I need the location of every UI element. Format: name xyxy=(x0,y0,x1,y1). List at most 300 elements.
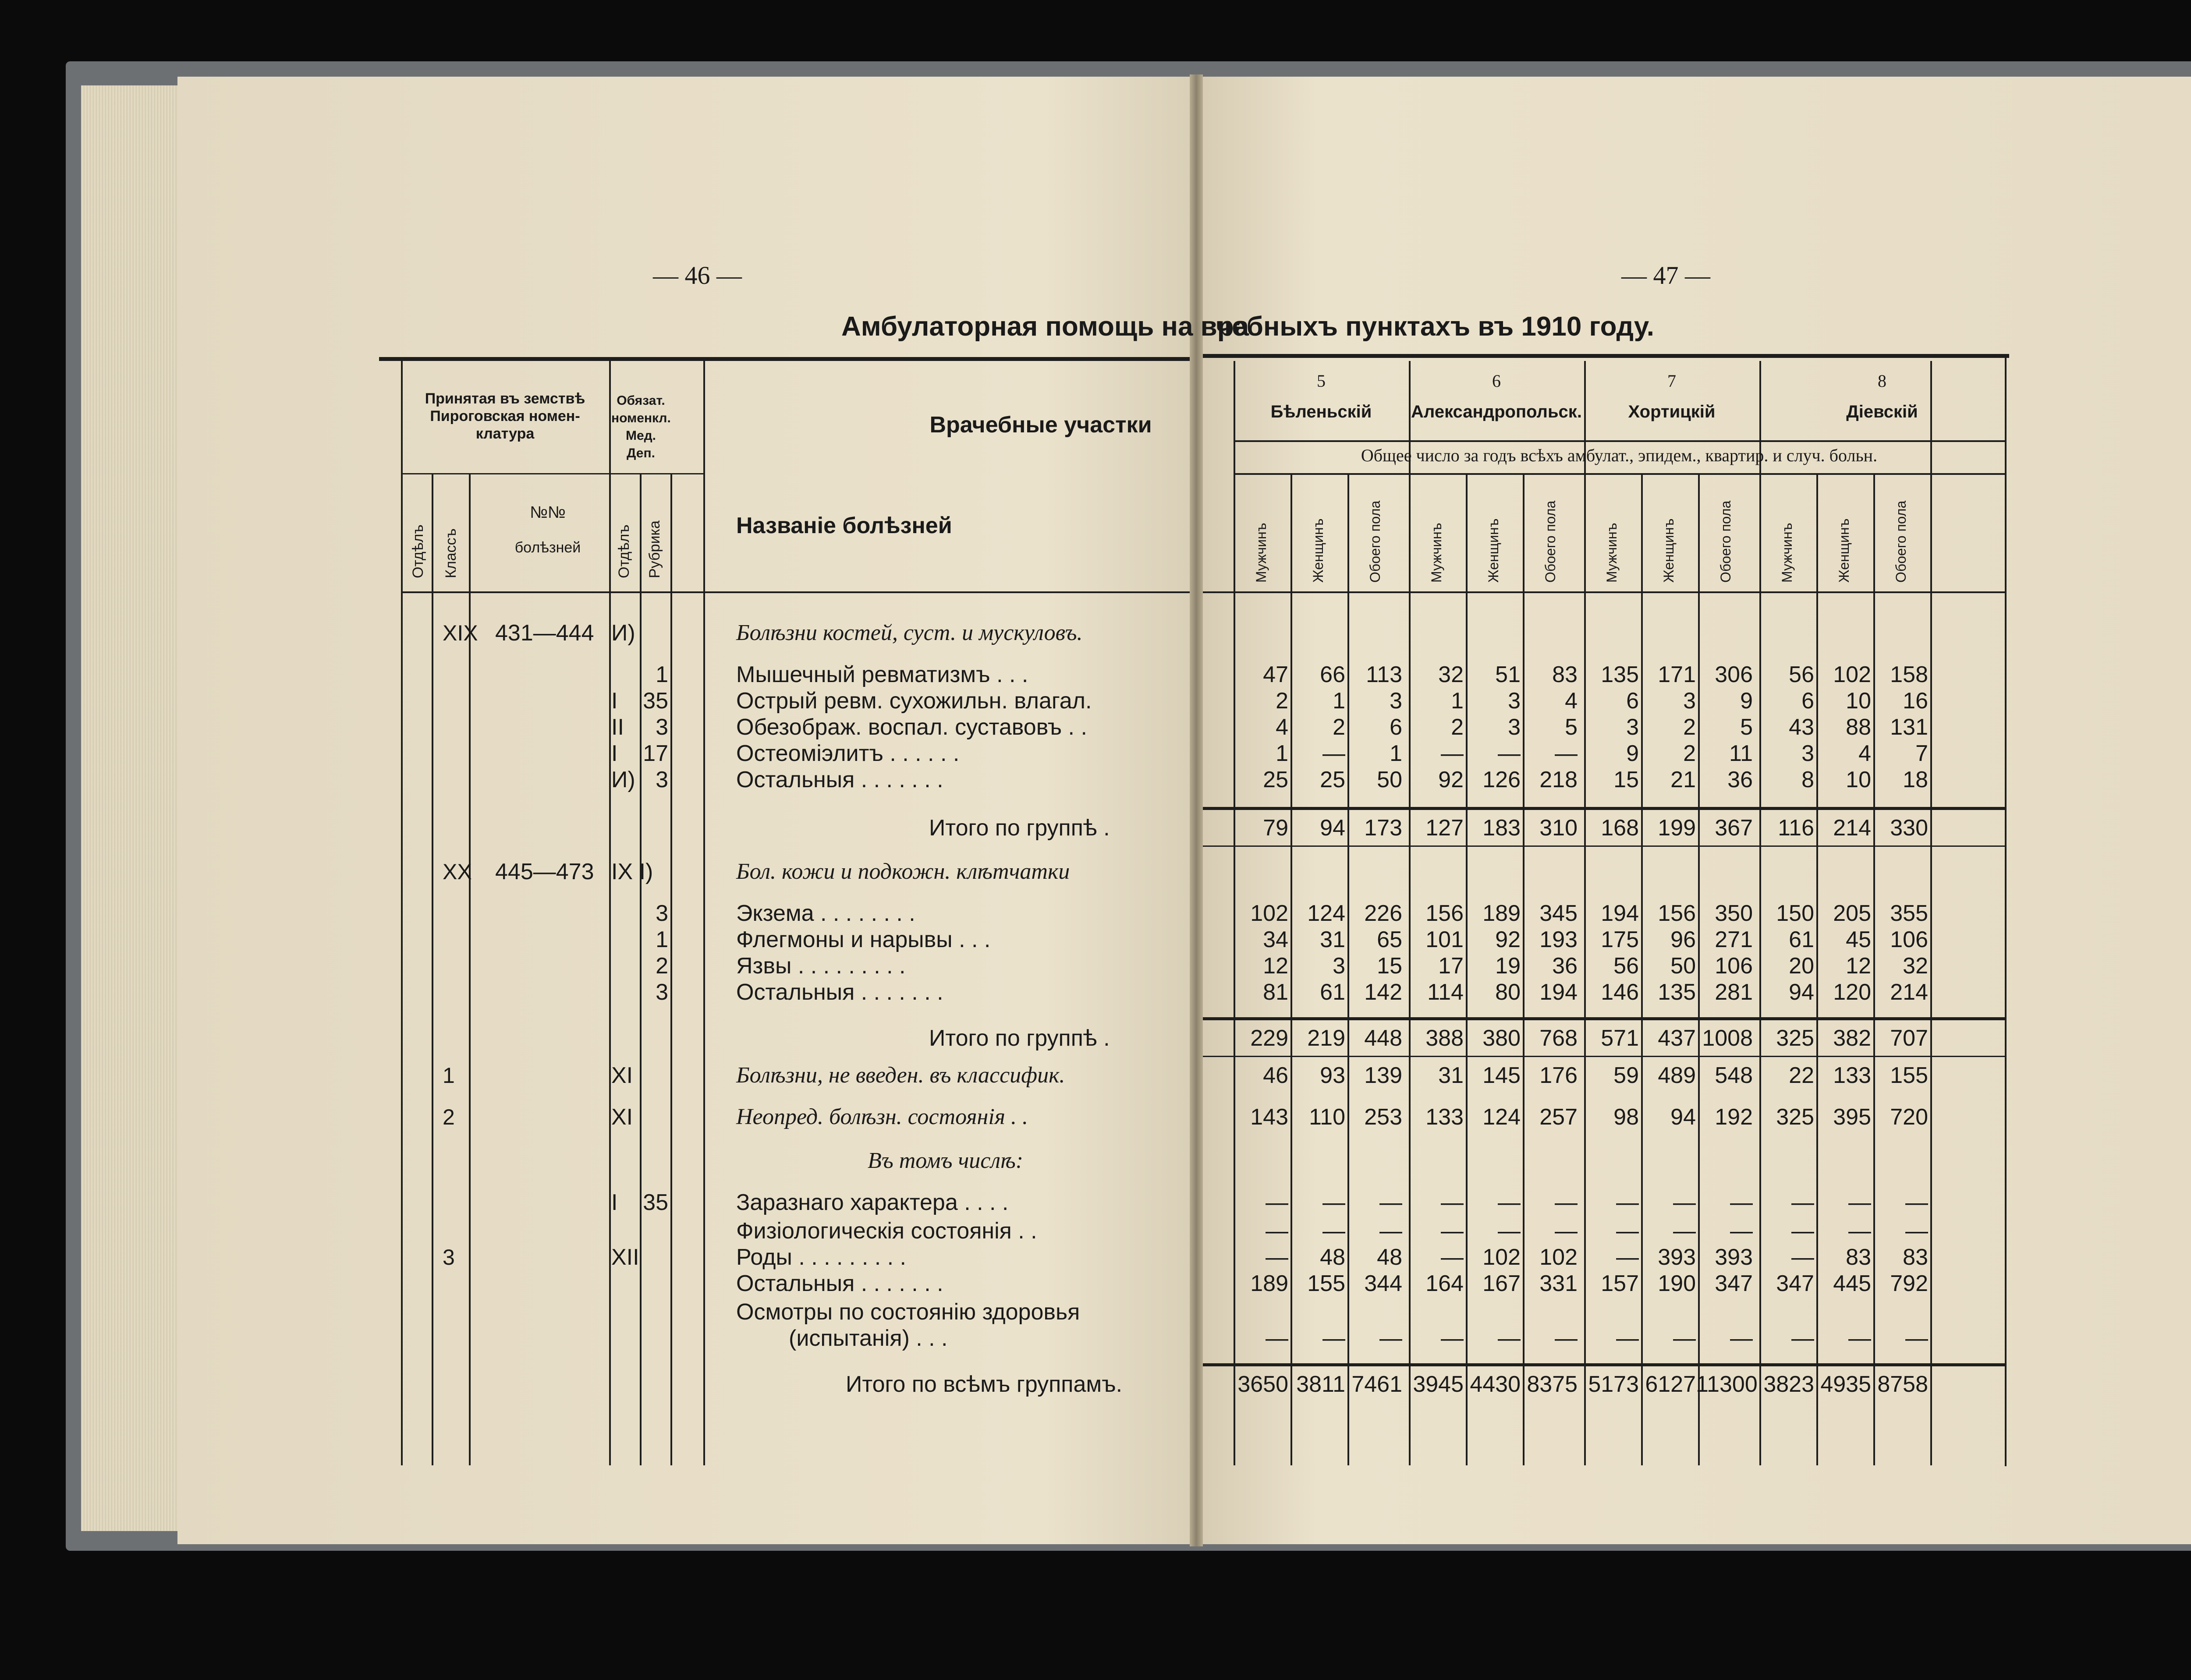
row-value: 135 xyxy=(1601,662,1639,687)
row-value: 345 xyxy=(1539,901,1578,926)
row-value: 4935 xyxy=(1820,1372,1871,1397)
row-value: 4430 xyxy=(1470,1372,1521,1397)
left-col-line xyxy=(670,473,672,1465)
row-value: 214 xyxy=(1833,815,1871,841)
right-header-split1 xyxy=(1234,440,2005,442)
row-value: 171 xyxy=(1658,662,1696,687)
header-sub: Обоего пола xyxy=(1893,500,1909,583)
right-col-line xyxy=(1930,361,1932,1465)
row-value: 2 xyxy=(1276,688,1288,714)
row-otdel: И) xyxy=(611,767,635,792)
row-value: 173 xyxy=(1364,815,1402,841)
total-rule xyxy=(1203,1363,2005,1366)
row-value: — xyxy=(1322,741,1345,766)
row-value: 6 xyxy=(1801,688,1814,714)
row-value: 94 xyxy=(1789,980,1814,1005)
row-value: 330 xyxy=(1890,815,1928,841)
row-value: 7 xyxy=(1915,741,1928,766)
row-value: — xyxy=(1555,1190,1578,1215)
row-value: 1008 xyxy=(1702,1026,1753,1051)
row-otdel: I xyxy=(611,1190,618,1215)
row-value: 194 xyxy=(1601,901,1639,926)
row-value: 9 xyxy=(1626,741,1639,766)
row-value: 31 xyxy=(1438,1063,1464,1088)
row-value: — xyxy=(1848,1218,1871,1244)
row-value: 548 xyxy=(1715,1063,1753,1088)
row-value: 98 xyxy=(1613,1104,1639,1130)
row-value: 116 xyxy=(1778,815,1814,841)
row-rubrika: 17 xyxy=(643,741,668,766)
row-value: 12 xyxy=(1263,953,1288,979)
row-value: 190 xyxy=(1658,1271,1696,1296)
total-rule-bottom xyxy=(1203,1056,2005,1057)
row-value: — xyxy=(1848,1190,1871,1215)
row-value: 83 xyxy=(1552,662,1578,687)
row-value: — xyxy=(1905,1326,1928,1351)
row-value: 8 xyxy=(1801,767,1814,792)
row-otdel: И) xyxy=(611,620,635,646)
row-value: — xyxy=(1905,1218,1928,1244)
row-value: 47 xyxy=(1263,662,1288,687)
header-rubrika: Рубрика xyxy=(646,520,663,578)
row-klass: XX xyxy=(443,859,472,884)
district-number: 6 xyxy=(1492,371,1501,391)
row-name: Бол. кожи и подкожн. клѣтчатки xyxy=(736,859,1070,884)
row-value: 707 xyxy=(1890,1026,1928,1051)
row-value: 4 xyxy=(1858,741,1871,766)
row-value: 56 xyxy=(1613,953,1639,979)
row-value: 792 xyxy=(1890,1271,1928,1296)
row-value: 94 xyxy=(1670,1104,1696,1130)
row-value: 156 xyxy=(1658,901,1696,926)
right-header-bottom xyxy=(1203,591,2005,593)
row-value: 2 xyxy=(1451,714,1464,740)
row-value: 59 xyxy=(1613,1063,1639,1088)
row-value: — xyxy=(1673,1190,1696,1215)
row-name: Роды . . . . . . . . . xyxy=(736,1245,906,1270)
row-value: 48 xyxy=(1320,1245,1345,1270)
header-sub: Мужчинъ xyxy=(1604,523,1620,583)
total-rule xyxy=(1203,1017,2005,1020)
row-value: 8375 xyxy=(1527,1372,1578,1397)
row-value: 16 xyxy=(1903,688,1928,714)
district-number: 5 xyxy=(1317,371,1326,391)
row-value: 3811 xyxy=(1296,1372,1345,1397)
row-value: 1 xyxy=(1276,741,1288,766)
row-value: — xyxy=(1848,1326,1871,1351)
row-value: 156 xyxy=(1425,901,1464,926)
row-name: Остальныя . . . . . . . xyxy=(736,1271,943,1296)
row-value: 189 xyxy=(1250,1271,1288,1296)
row-value: 183 xyxy=(1482,815,1521,841)
header-sub: Мужчинъ xyxy=(1779,523,1795,583)
row-value: — xyxy=(1441,741,1464,766)
row-value: 437 xyxy=(1658,1026,1696,1051)
header-bolezney: болѣзней xyxy=(514,539,581,556)
row-value: 155 xyxy=(1307,1271,1345,1296)
row-value: 139 xyxy=(1364,1063,1402,1088)
row-value: — xyxy=(1498,1190,1521,1215)
row-value: — xyxy=(1616,1326,1639,1351)
row-value: — xyxy=(1673,1218,1696,1244)
row-value: — xyxy=(1498,741,1521,766)
row-value: — xyxy=(1498,1218,1521,1244)
row-value: 92 xyxy=(1495,927,1521,952)
row-value: — xyxy=(1266,1190,1288,1215)
row-name: Экзема . . . . . . . . xyxy=(736,901,915,926)
row-value: 380 xyxy=(1482,1026,1521,1051)
row-value: 5173 xyxy=(1588,1372,1639,1397)
row-value: — xyxy=(1266,1218,1288,1244)
left-col-line xyxy=(703,361,705,1465)
row-value: 10 xyxy=(1846,767,1871,792)
district-name: Александропольск. xyxy=(1411,402,1582,421)
row-value: 135 xyxy=(1658,980,1696,1005)
row-value: 5 xyxy=(1565,714,1578,740)
row-value: — xyxy=(1266,1326,1288,1351)
row-value: 347 xyxy=(1776,1271,1814,1296)
row-value: 199 xyxy=(1658,815,1696,841)
header-sub: Обоего пола xyxy=(1542,500,1558,583)
row-value: 102 xyxy=(1539,1245,1578,1270)
row-value: 218 xyxy=(1539,767,1578,792)
row-value: 34 xyxy=(1263,927,1288,952)
row-value: 61 xyxy=(1320,980,1345,1005)
row-otdel: XI xyxy=(611,1063,633,1088)
row-value: — xyxy=(1673,1326,1696,1351)
row-value: 46 xyxy=(1263,1063,1288,1088)
row-value: 17 xyxy=(1438,953,1464,979)
row-name: (испытанія) . . . xyxy=(789,1326,948,1351)
row-name: Болѣзни, не введен. въ классифик. xyxy=(736,1063,1065,1088)
row-value: 382 xyxy=(1833,1026,1871,1051)
row-value: 102 xyxy=(1833,662,1871,687)
row-name: Неопред. болѣзн. состоянія . . xyxy=(736,1104,1028,1129)
row-value: 126 xyxy=(1482,767,1521,792)
row-value: — xyxy=(1498,1326,1521,1351)
row-value: 192 xyxy=(1715,1104,1753,1130)
row-value: 19 xyxy=(1495,953,1521,979)
row-value: 133 xyxy=(1833,1063,1871,1088)
row-name: Заразнаго характера . . . . xyxy=(736,1190,1009,1215)
row-value: 175 xyxy=(1601,927,1639,952)
row-value: — xyxy=(1322,1190,1345,1215)
header-sub: Мужчинъ xyxy=(1429,523,1444,583)
row-otdel: XII xyxy=(611,1245,639,1270)
row-value: 15 xyxy=(1613,767,1639,792)
row-value: 102 xyxy=(1482,1245,1521,1270)
row-value: 18 xyxy=(1903,767,1928,792)
row-rubrika: 1 xyxy=(656,927,668,952)
row-value: 3 xyxy=(1508,714,1521,740)
row-value: 83 xyxy=(1903,1245,1928,1270)
row-value: 325 xyxy=(1776,1026,1814,1051)
row-value: 350 xyxy=(1715,901,1753,926)
row-value: 219 xyxy=(1307,1026,1345,1051)
row-value: 131 xyxy=(1890,714,1928,740)
row-value: 445 xyxy=(1833,1271,1871,1296)
row-value: 32 xyxy=(1903,953,1928,979)
row-otdel: I xyxy=(611,688,618,714)
row-klass: 1 xyxy=(443,1063,455,1088)
row-value: — xyxy=(1791,1190,1814,1215)
row-value: 61 xyxy=(1789,927,1814,952)
row-klass: 3 xyxy=(443,1245,455,1270)
row-name: Флегмоны и нарывы . . . xyxy=(736,927,991,952)
row-value: 3650 xyxy=(1237,1372,1288,1397)
row-value: 193 xyxy=(1539,927,1578,952)
row-value: 146 xyxy=(1601,980,1639,1005)
row-name: Осмотры по состоянію здоровья xyxy=(736,1299,1080,1325)
page-edges-left xyxy=(81,85,182,1531)
row-value: — xyxy=(1616,1245,1639,1270)
header-nazvanie: Названіе болѣзней xyxy=(736,513,952,538)
row-value: 155 xyxy=(1890,1063,1928,1088)
header-sub: Мужчинъ xyxy=(1253,523,1269,583)
row-value: 3945 xyxy=(1413,1372,1464,1397)
header-sub: Обоего пола xyxy=(1718,500,1734,583)
row-value: 168 xyxy=(1601,815,1639,841)
row-value: 271 xyxy=(1715,927,1753,952)
row-value: 3 xyxy=(1801,741,1814,766)
row-rubrika: 35 xyxy=(643,688,668,714)
row-value: 36 xyxy=(1727,767,1753,792)
row-value: — xyxy=(1616,1218,1639,1244)
row-value: — xyxy=(1441,1190,1464,1215)
total-rule xyxy=(1203,807,2005,810)
row-value: 6127 xyxy=(1645,1372,1696,1397)
row-value: 120 xyxy=(1833,980,1871,1005)
row-value: 158 xyxy=(1890,662,1928,687)
row-rubrika: 35 xyxy=(643,1190,668,1215)
row-otdel: IX I) xyxy=(611,859,653,884)
row-value: 331 xyxy=(1539,1271,1578,1296)
row-klass: 2 xyxy=(443,1105,455,1129)
row-value: 189 xyxy=(1482,901,1521,926)
row-rubrika: 1 xyxy=(656,662,668,687)
row-value: 150 xyxy=(1776,901,1814,926)
row-value: 12 xyxy=(1846,953,1871,979)
district-name: Бѣленьскій xyxy=(1270,402,1372,421)
row-value: 10 xyxy=(1846,688,1871,714)
row-value: 3823 xyxy=(1763,1372,1814,1397)
row-value: 367 xyxy=(1715,815,1753,841)
row-value: — xyxy=(1441,1326,1464,1351)
row-value: — xyxy=(1441,1218,1464,1244)
row-value: 124 xyxy=(1482,1104,1521,1130)
row-rubrika: 3 xyxy=(656,714,668,740)
row-value: — xyxy=(1730,1190,1753,1215)
row-value: 88 xyxy=(1846,714,1871,740)
row-name: Острый ревм. сухожильн. влагал. xyxy=(736,688,1092,714)
row-value: 80 xyxy=(1495,980,1521,1005)
row-value: 56 xyxy=(1789,662,1814,687)
row-value: 9 xyxy=(1740,688,1753,714)
row-value: 3 xyxy=(1508,688,1521,714)
row-name: Итого по группѣ . xyxy=(929,1026,1110,1051)
row-value: 94 xyxy=(1320,815,1345,841)
row-name: Обезображ. воспал. суставовъ . . xyxy=(736,714,1087,740)
row-value: 15 xyxy=(1377,953,1402,979)
row-value: 43 xyxy=(1789,714,1814,740)
row-value: — xyxy=(1555,1218,1578,1244)
title-left: Амбулаторная помощь на вра xyxy=(841,311,1249,342)
row-otdel: XI xyxy=(611,1104,633,1130)
row-value: 31 xyxy=(1320,927,1345,952)
row-value: 347 xyxy=(1715,1271,1753,1296)
row-value: — xyxy=(1555,1326,1578,1351)
row-name: Болѣзни костей, суст. и мускуловъ. xyxy=(736,620,1083,645)
row-value: 253 xyxy=(1364,1104,1402,1130)
row-value: 157 xyxy=(1601,1271,1639,1296)
row-value: 106 xyxy=(1715,953,1753,979)
header-sub: Женщинъ xyxy=(1485,518,1501,583)
row-value: 36 xyxy=(1552,953,1578,979)
row-value: 6 xyxy=(1390,714,1402,740)
row-value: — xyxy=(1379,1218,1402,1244)
row-value: 93 xyxy=(1320,1063,1345,1088)
row-value: 5 xyxy=(1740,714,1753,740)
row-value: 142 xyxy=(1364,980,1402,1005)
row-value: 25 xyxy=(1263,767,1288,792)
row-value: 50 xyxy=(1670,953,1696,979)
right-page-number: — 47 — xyxy=(1621,261,1710,290)
right-page xyxy=(1196,77,2191,1544)
row-value: — xyxy=(1266,1245,1288,1270)
row-value: 22 xyxy=(1789,1063,1814,1088)
top-rule-left xyxy=(379,357,1190,361)
row-name: Въ томъ числѣ: xyxy=(868,1148,1024,1173)
row-value: — xyxy=(1791,1245,1814,1270)
header-obyaz: Обязат. номенкл. Мед. Деп. xyxy=(611,393,671,460)
row-value: 205 xyxy=(1833,901,1871,926)
row-value: 81 xyxy=(1263,980,1288,1005)
right-header-split2 xyxy=(1234,473,2005,475)
row-value: 194 xyxy=(1539,980,1578,1005)
row-value: 6 xyxy=(1626,688,1639,714)
row-value: 226 xyxy=(1364,901,1402,926)
row-value: 4 xyxy=(1276,714,1288,740)
row-name: Язвы . . . . . . . . . xyxy=(736,953,906,979)
row-value: 344 xyxy=(1364,1271,1402,1296)
row-value: 110 xyxy=(1309,1104,1345,1130)
row-value: 20 xyxy=(1789,953,1814,979)
row-value: 11 xyxy=(1729,741,1753,766)
row-name: Остальныя . . . . . . . xyxy=(736,980,943,1005)
row-value: — xyxy=(1905,1190,1928,1215)
row-nomer: 431—444 xyxy=(495,620,594,646)
row-value: 2 xyxy=(1683,741,1696,766)
district-number: 8 xyxy=(1878,371,1886,391)
row-klass: XIX xyxy=(443,621,478,645)
row-name: Остальныя . . . . . . . xyxy=(736,767,943,792)
row-value: 448 xyxy=(1364,1026,1402,1051)
row-value: 3 xyxy=(1390,688,1402,714)
row-value: 395 xyxy=(1833,1104,1871,1130)
row-value: 1 xyxy=(1333,688,1345,714)
row-value: 229 xyxy=(1250,1026,1288,1051)
row-value: 21 xyxy=(1670,767,1696,792)
header-uchastki: Врачебные участки xyxy=(929,412,1152,438)
row-value: 489 xyxy=(1658,1063,1696,1088)
row-name: Физіологическія состоянія . . xyxy=(736,1218,1037,1244)
row-value: 124 xyxy=(1307,901,1345,926)
row-value: 51 xyxy=(1495,662,1521,687)
right-outer-line xyxy=(2005,358,2007,1466)
row-value: 257 xyxy=(1539,1104,1578,1130)
row-value: 114 xyxy=(1427,980,1464,1005)
district-name: Хортицкій xyxy=(1628,402,1716,421)
header-sub: Женщинъ xyxy=(1661,518,1677,583)
row-name: Итого по всѣмъ группамъ. xyxy=(846,1372,1123,1397)
row-value: 66 xyxy=(1320,662,1345,687)
left-page-number: — 46 — xyxy=(653,261,742,290)
row-value: 393 xyxy=(1658,1245,1696,1270)
row-value: — xyxy=(1555,741,1578,766)
row-rubrika: 2 xyxy=(656,953,668,979)
book-gutter xyxy=(1190,74,1203,1546)
row-value: 48 xyxy=(1377,1245,1402,1270)
row-value: — xyxy=(1379,1326,1402,1351)
row-value: — xyxy=(1791,1218,1814,1244)
row-value: 25 xyxy=(1320,767,1345,792)
row-name: Мышечный ревматизмъ . . . xyxy=(736,662,1028,687)
row-value: 143 xyxy=(1250,1104,1288,1130)
row-value: 113 xyxy=(1366,662,1402,687)
row-value: 79 xyxy=(1263,815,1288,841)
row-value: 8758 xyxy=(1877,1372,1928,1397)
row-rubrika: 3 xyxy=(656,980,668,1005)
row-value: 325 xyxy=(1776,1104,1814,1130)
row-value: — xyxy=(1441,1245,1464,1270)
row-value: 65 xyxy=(1377,927,1402,952)
left-col-line xyxy=(609,361,611,1465)
row-value: 214 xyxy=(1890,980,1928,1005)
row-value: 164 xyxy=(1425,1271,1464,1296)
row-nomer: 445—473 xyxy=(495,859,594,884)
total-rule-bottom xyxy=(1203,845,2005,847)
row-value: — xyxy=(1616,1190,1639,1215)
row-value: — xyxy=(1322,1326,1345,1351)
header-otdel: Отдѣлъ xyxy=(410,524,426,578)
left-col-line xyxy=(401,361,403,1465)
row-otdel: II xyxy=(611,714,624,740)
row-value: 102 xyxy=(1250,901,1288,926)
row-value: 7461 xyxy=(1351,1372,1402,1397)
row-name: Остеоміэлитъ . . . . . . xyxy=(736,741,960,766)
district-name: Діевскій xyxy=(1846,402,1918,421)
row-value: 50 xyxy=(1377,767,1402,792)
row-value: — xyxy=(1730,1218,1753,1244)
row-value: 393 xyxy=(1715,1245,1753,1270)
row-value: 127 xyxy=(1425,815,1464,841)
header-nomer: №№ xyxy=(530,503,566,522)
row-value: 3 xyxy=(1333,953,1345,979)
header-sub: Женщинъ xyxy=(1310,518,1326,583)
row-value: 571 xyxy=(1601,1026,1639,1051)
row-value: 1 xyxy=(1390,741,1402,766)
row-value: 3 xyxy=(1626,714,1639,740)
row-value: 145 xyxy=(1482,1063,1521,1088)
row-value: — xyxy=(1791,1326,1814,1351)
row-value: 83 xyxy=(1846,1245,1871,1270)
left-header-bottom xyxy=(401,591,1190,593)
header-obshchee: Общее число за годъ всѣхъ амбулат., эпидем., квартир. и случ. больн. xyxy=(1361,446,1878,465)
row-otdel: I xyxy=(611,741,618,766)
row-value: 388 xyxy=(1425,1026,1464,1051)
header-sub: Обоего пола xyxy=(1367,500,1383,583)
row-value: 32 xyxy=(1438,662,1464,687)
